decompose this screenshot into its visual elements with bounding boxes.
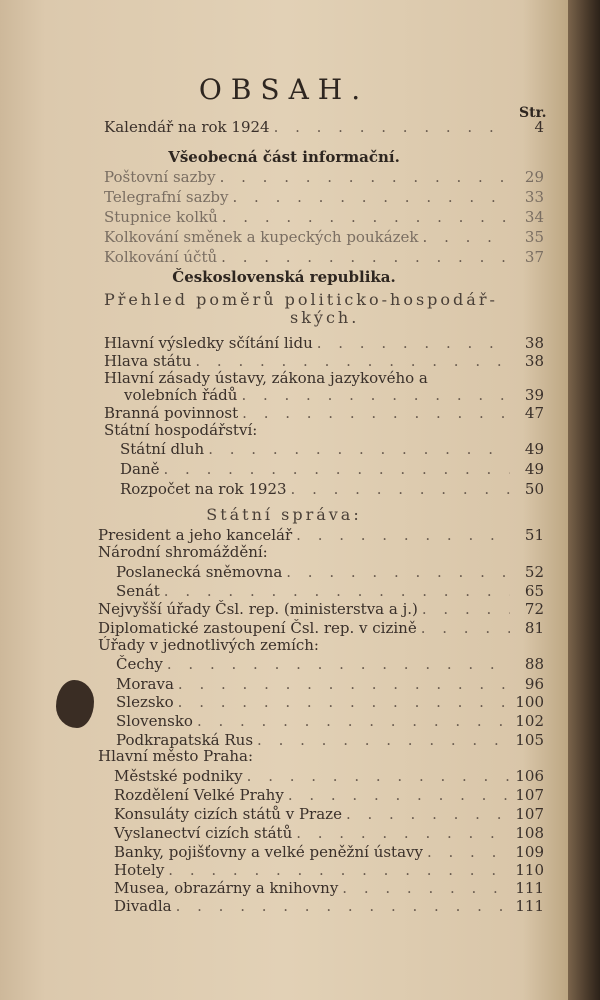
toc-entry[interactable]: Branná povinnost . . . 47 bbox=[104, 404, 544, 424]
book-spine-edge bbox=[568, 0, 600, 1000]
toc-entry[interactable]: Hlavní výsledky sčítání lidu . . . 38 bbox=[104, 334, 544, 354]
toc-entry[interactable]: Hlava státu . . . 38 bbox=[104, 352, 544, 372]
toc-group-heading: Úřady v jednotlivých zemích: bbox=[98, 636, 319, 654]
toc-entry[interactable]: President a jeho kancelář . . . 51 bbox=[98, 526, 544, 546]
subsection-heading: Státní správa: bbox=[206, 505, 362, 524]
toc-entry-line: Hlavní zásady ústavy, zákona jazykového a bbox=[104, 369, 428, 387]
toc-entry[interactable]: Slezsko . . . 100 bbox=[116, 693, 544, 713]
section-heading: Československá republika. bbox=[172, 268, 396, 286]
toc-entry[interactable]: Čechy . . . 88 bbox=[116, 655, 544, 675]
toc-entry[interactable]: Kolkování směnek a kupeckých poukázek . . . 35 bbox=[104, 228, 544, 248]
toc-entry[interactable]: Musea, obrazárny a knihovny . . . 111 bbox=[114, 879, 544, 899]
toc-entry[interactable]: Městské podniky . . . 106 bbox=[114, 767, 544, 787]
toc-entry[interactable]: Státní dluh . . . 49 bbox=[120, 440, 544, 460]
ink-stain bbox=[56, 680, 94, 728]
toc-entry[interactable]: Hotely . . . 110 bbox=[114, 861, 544, 881]
toc-entry[interactable]: Rozdělení Velké Prahy . . . 107 bbox=[114, 786, 544, 806]
toc-entry[interactable]: Slovensko . . . 102 bbox=[116, 712, 544, 732]
toc-entry[interactable]: Konsuláty cizích států v Praze . . . 107 bbox=[114, 805, 544, 825]
toc-entry[interactable]: Morava . . . 96 bbox=[116, 675, 544, 695]
toc-group-heading: Národní shromáždění: bbox=[98, 543, 268, 561]
toc-entry[interactable]: Senát . . . 65 bbox=[116, 582, 544, 602]
page-column-label: Str. bbox=[519, 105, 547, 121]
toc-entry[interactable]: Podkrapatská Rus . . . 105 bbox=[116, 731, 544, 751]
toc-entry[interactable]: Daně . . . 49 bbox=[120, 460, 544, 480]
toc-entry[interactable]: Vyslanectví cizích států . . . 108 bbox=[114, 824, 544, 844]
toc-entry[interactable]: Telegrafní sazby . . . 33 bbox=[104, 188, 544, 208]
section-heading: Všeobecná část informační. bbox=[168, 148, 400, 166]
page-title: OBSAH. bbox=[198, 73, 370, 106]
toc-entry[interactable]: Stupnice kolků . . . 34 bbox=[104, 208, 544, 228]
subsection-heading-cont: ských. bbox=[290, 308, 360, 327]
toc-entry[interactable]: Rozpočet na rok 1923 . . . 50 bbox=[120, 480, 544, 500]
toc-entry[interactable]: Banky, pojišťovny a velké peněžní ústavy . . . 109 bbox=[114, 843, 544, 863]
toc-entry[interactable]: Divadla . . . 111 bbox=[114, 897, 544, 917]
subsection-heading: Přehled poměrů politicko-hospodář- bbox=[104, 290, 498, 309]
toc-entry[interactable]: Poštovní sazby . . . 29 bbox=[104, 168, 544, 188]
toc-entry[interactable]: Poslanecká sněmovna . . . 52 bbox=[116, 563, 544, 583]
toc-entry[interactable]: Diplomatické zastoupení Čsl. rep. v cizině . . . 81 bbox=[98, 619, 544, 639]
toc-entry[interactable]: Kolkování účtů . . . 37 bbox=[104, 248, 544, 268]
toc-group-heading: Státní hospodářství: bbox=[104, 421, 258, 439]
toc-entry[interactable]: Kalendář na rok 1924 . . . 4 bbox=[104, 118, 544, 138]
toc-group-heading: Hlavní město Praha: bbox=[98, 747, 254, 765]
toc-entry[interactable]: Nejvyšší úřady Čsl. rep. (ministerstva a j.) . . . 72 bbox=[98, 600, 544, 620]
toc-entry[interactable]: volebních řádů . . . 39 bbox=[124, 386, 544, 406]
